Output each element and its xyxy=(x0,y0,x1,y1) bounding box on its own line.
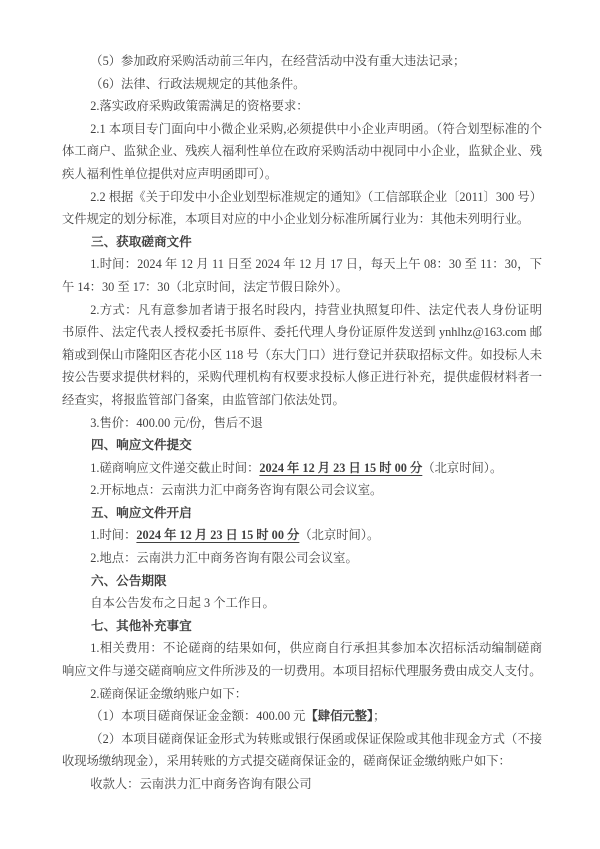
paragraph-item-6: （6）法律、行政法规规定的其他条件。 xyxy=(90,76,306,91)
paragraph-opening-time xyxy=(62,524,542,547)
paragraph-deposit-amount xyxy=(62,705,542,728)
deadline-timezone: （北京时间）。 xyxy=(422,460,503,475)
deposit-amount-label: （1）本项目磋商保证金金额：400.00 元 xyxy=(90,709,306,724)
paragraph-sme-declaration: 2.1 本项目专门面向中小微企业采购,必须提供中小企业声明函。（符合划型标准的个体工商户、监狱企业、残疾人福利性单位在政府采购活动中视同中小企业，监狱企业、残疾人福利性单位提供对应声明函即可）。 xyxy=(62,121,542,181)
deadline-label: 1.磋商响应文件递交截止时间： xyxy=(90,460,260,475)
paragraph-opening-location: 2.地点：云南洪力汇中商务咨询有限公司会议室。 xyxy=(90,551,358,566)
paragraph-announcement-period: 自本公告发布之日起 3 个工作日。 xyxy=(90,596,275,611)
paragraph-sme-classification: 2.2 根据《关于印发中小企业划型标准规定的通知》（工信部联企业〔2011〕300 号）文件规定的划分标准，本项目对应的中小企业划分标准所属行业为：其他未列明行业。 xyxy=(62,189,542,227)
paragraph-obtain-time: 1.时间：2024 年 12 月 11 日至 2024 年 12 月 17 日，每天上午 08：30 至 11：30，下午 14：30 至 17：30（北京时间，法定节假日除外）。 xyxy=(62,257,542,294)
paragraph-deposit-account-intro: 2.磋商保证金缴纳账户如下： xyxy=(90,686,248,701)
paragraph-deposit-form: （2）本项目磋商保证金形式为转账或银行保函或保证保险或其他非现金方式（不接收现场缴纳现金），采用转账的方式提交磋商保证金的，磋商保证金缴纳账户如下： xyxy=(62,731,542,769)
opening-datetime: 2024 年 12 月 23 日 15 时 00 分 xyxy=(136,528,300,543)
paragraph-related-costs: 1.相关费用：不论磋商的结果如何，供应商自行承担其参加本次招标活动编制磋商响应文件与递交磋商响应文件所涉及的一切费用。本项目招标代理服务费由成交人支付。 xyxy=(62,641,542,679)
section-heading-6-announcement-period: 六、公告期限 xyxy=(90,573,167,588)
section-heading-4-response-submission: 四、响应文件提交 xyxy=(90,438,192,453)
paragraph-bid-opening-location: 2.开标地点：云南洪力汇中商务咨询有限公司会议室。 xyxy=(90,483,383,498)
section-heading-3-obtain-documents: 三、获取磋商文件 xyxy=(90,234,192,249)
paragraph-payee: 收款人：云南洪力汇中商务咨询有限公司 xyxy=(90,777,312,791)
section-heading-5-response-opening: 五、响应文件开启 xyxy=(90,505,192,520)
paragraph-document-price: 3.售价：400.00 元/份，售后不退 xyxy=(90,415,263,430)
paragraph-policy-requirements: 2.落实政府采购政策需满足的资格要求： xyxy=(90,99,309,114)
deposit-amount-tail: ； xyxy=(373,709,386,724)
section-heading-7-supplementary-matters: 七、其他补充事宜 xyxy=(90,618,192,633)
deadline-datetime: 2024 年 12 月 23 日 15 时 00 分 xyxy=(259,460,423,475)
deposit-amount-capital: 【肆佰元整】 xyxy=(305,709,374,724)
opening-timezone: （北京时间）。 xyxy=(299,528,380,543)
paragraph-obtain-method: 2.方式：凡有意参加者请于报名时段内，持营业执照复印件、法定代表人身份证明书原件、法定代表人授权委托书原件、委托代理人身份证原件发送到 ynhlhz@163.com 邮箱或到保山市隆阳区杏花小区 118 号（东大门口）进行登记并获取招标文件。如投标人未按公告要求提供材料的，采购代理机构有权要求投标人修正进行补充，提供虚假材料者一经查实，将报监管部门备案，由监管部门依法处罚。 xyxy=(62,302,542,407)
paragraph-submission-deadline xyxy=(62,457,542,480)
paragraph-item-5: （5）参加政府采购活动前三年内，在经营活动中没有重大违法记录； xyxy=(90,54,466,68)
opening-time-label: 1.时间： xyxy=(90,528,137,543)
